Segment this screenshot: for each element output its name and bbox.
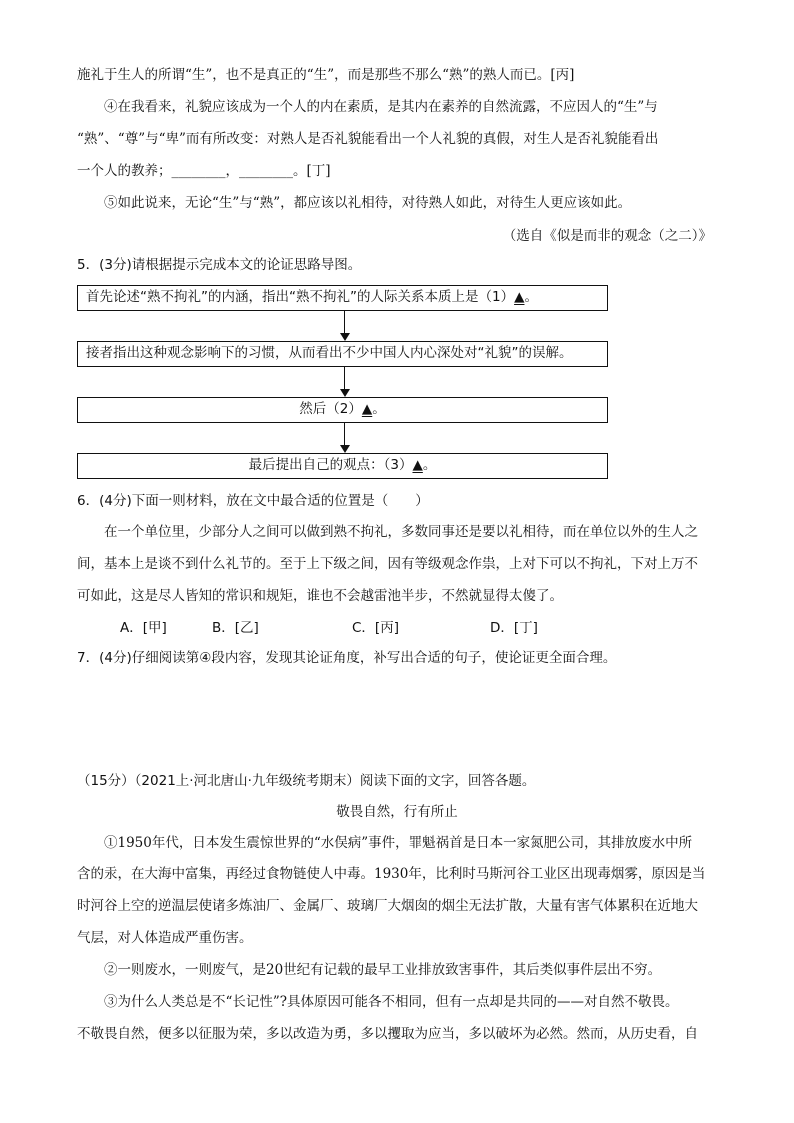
passage1-paragraph-4-line-3: 一个人的教养；________，________。[丁] — [77, 163, 331, 179]
flow-box-3 — [77, 397, 608, 423]
passage2-paragraph-1-line-3: 时河谷上空的逆温层使诸多炼油厂、金属厂、玻璃厂大烟囱的烟尘无法扩散，大量有害气体累积在近地大 — [77, 898, 698, 914]
passage1-paragraph-4-line-1: ④在我看来，礼貌应该成为一个人的内在素质，是其内在素养的自然流露，不应因人的“生”与 — [104, 99, 658, 115]
question-6-material-line-3: 可如此，这是尽人皆知的常识和规矩，谁也不会越雷池半步，不然就显得太傻了。 — [77, 588, 563, 604]
question-6-material-line-1: 在一个单位里，少部分人之间可以做到熟不拘礼，多数同事还是要以礼相待，而在单位以外的生人之 — [104, 524, 698, 540]
flow-box-4 — [77, 453, 608, 479]
flow-box-1 — [77, 285, 608, 311]
flow-box-3-end: 。 — [372, 401, 386, 417]
passage2-header: （15分）（2021上·河北唐山·九年级统考期末）阅读下面的文字，回答各题。 — [77, 773, 536, 789]
passage2-paragraph-2: ②一则废水，一则废气，是20世纪有记载的最早工业排放致害事件，其后类似事件层出不穷。 — [104, 962, 662, 978]
flow-box-1-end: 。 — [524, 289, 538, 305]
question-5-stem: 5．(3分)请根据提示完成本文的论证思路导图。 — [77, 257, 362, 273]
flow-box-2-text: 接者指出这种观念影响下的习惯，从而看出不少中国人内心深处对“礼貌”的误解。 — [86, 345, 573, 361]
flow-box-4-text: 最后提出自己的观点：（3） — [248, 457, 413, 473]
flow-box-1-text: 首先论述“熟不拘礼”的内涵，指出“熟不拘礼”的人际关系本质上是（1） — [86, 289, 515, 305]
passage2-paragraph-3-line-1: ③为什么人类总是不“长记性”?具体原因可能各不相同，但有一点却是共同的——对自然不敬畏。 — [104, 994, 679, 1010]
flow-arrow-1 — [340, 311, 350, 341]
question-6-stem: 6．(4分)下面一则材料，放在文中最合适的位置是（ ） — [77, 493, 429, 509]
flow-box-4-blank: ▲ — [412, 457, 423, 473]
flow-arrow-2 — [340, 367, 350, 397]
passage2-paragraph-1-line-2: 含的汞，在大海中富集，再经过食物链使人中毒。1930年，比利时马斯河谷工业区出现毒烟雾，原因是当 — [77, 866, 706, 882]
option-d[interactable]: D．[丁] — [490, 620, 538, 636]
flow-box-2 — [77, 341, 608, 367]
passage2-paragraph-1-line-4: 气层，对人体造成严重伤害。 — [77, 930, 253, 946]
passage1-paragraph-4-line-2: “熟”、“尊”与“卑”而有所改变：对熟人是否礼貌能看出一个人礼貌的真假，对生人是否礼貌能看出 — [77, 131, 659, 147]
flow-box-4-end: 。 — [422, 457, 437, 473]
passage1-source: （选自《似是而非的观念（之二）》 — [502, 228, 712, 244]
passage2-paragraph-3-line-2: 不敬畏自然，便多以征服为荣，多以改造为勇，多以攫取为应当，多以破坏为必然。然而，从历史看，自 — [77, 1026, 698, 1042]
passage1-paragraph-5: ⑤如此说来，无论“生”与“熟”，都应该以礼相待，对待熟人如此，对待生人更应该如此。 — [104, 195, 632, 211]
passage2-paragraph-1-line-1: ①1950年代，日本发生震惊世界的“水俣病”事件，罪魁祸首是日本一家氮肥公司，其排放废水中所 — [104, 835, 693, 851]
question-7-stem: 7．(4分)仔细阅读第④段内容，发现其论证角度，补写出合适的句子，使论证更全面合理。 — [77, 650, 617, 666]
option-b[interactable]: B．[乙] — [212, 620, 259, 636]
flow-box-1-blank: ▲ — [514, 289, 525, 305]
question-6-material-line-2: 间，基本上是谈不到什么礼节的。至于上下级之间，因有等级观念作祟，上对下可以不拘礼，下对上万不 — [77, 556, 698, 572]
passage1-paragraph-continuation: 施礼于生人的所谓“生”，也不是真正的“生”，而是那些不那么“熟”的熟人而已。[丙] — [77, 67, 575, 83]
option-c[interactable]: C．[丙] — [352, 620, 399, 636]
option-a[interactable]: A．[甲] — [120, 620, 167, 636]
flow-box-3-text: 然后（2） — [299, 401, 362, 417]
flow-box-3-blank: ▲ — [361, 401, 373, 417]
passage2-title: 敬畏自然，行有所止 — [336, 804, 458, 820]
flow-arrow-3 — [340, 423, 350, 453]
